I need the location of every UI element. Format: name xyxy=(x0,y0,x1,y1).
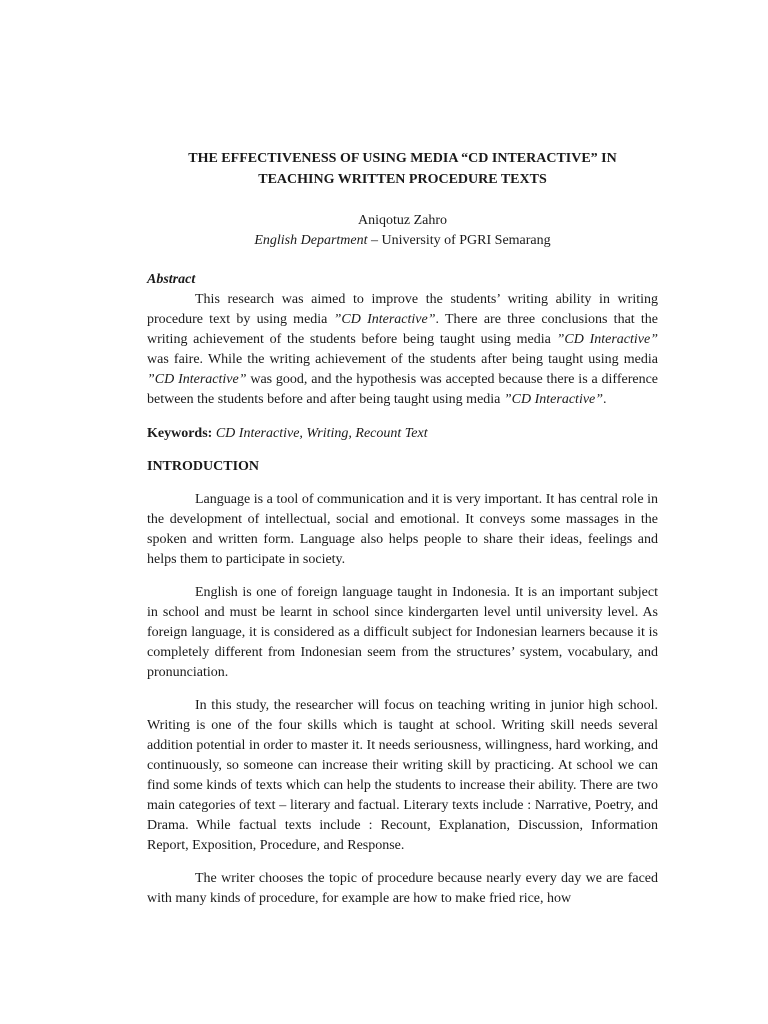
abstract-segment: . There are three conclusions that the writing achievement of the students before being taught using media xyxy=(147,312,659,347)
body-paragraph: The writer chooses the topic of procedure because nearly every day we are faced with many kinds of procedure, for example are how to make fried rice, how xyxy=(147,871,658,906)
keywords xyxy=(147,424,658,444)
affiliation-department: English Department xyxy=(254,233,368,248)
abstract-heading: Abstract xyxy=(147,272,196,287)
author-name: Aniqotuz Zahro xyxy=(357,213,448,228)
abstract-segment: was good, and the hypothesis was accepted because there is a difference between the students before and after being taught using media xyxy=(147,372,659,407)
body-paragraph: Language is a tool of communication and it is very important. It has central role in the development of intellectual, social and emotional. It conveys some massages in the spoken and written form. Language also helps people to share their ideas, feelings and helps them to participate in society. xyxy=(147,492,658,567)
title-line-1: THE EFFECTIVENESS OF USING MEDIA “CD INTERACTIVE” IN xyxy=(188,151,617,166)
media-name: ”CD Interactive” xyxy=(147,372,247,387)
introduction-heading: INTRODUCTION xyxy=(147,459,260,474)
paper-title xyxy=(147,148,658,190)
abstract-segment: . xyxy=(603,392,607,407)
abstract-segment: was faire. While the writing achievement of the students after being taught using media xyxy=(147,352,658,367)
abstract-segment: This research was aimed to improve the students’ writing ability in writing procedure text by using media xyxy=(147,292,658,327)
affiliation-university: University of PGRI Semarang xyxy=(381,233,551,248)
paper-page xyxy=(147,148,658,909)
abstract-text xyxy=(147,290,658,410)
affiliation-separator: – xyxy=(367,233,382,248)
title-line-2: TEACHING WRITTEN PROCEDURE TEXTS xyxy=(258,172,547,187)
media-name: ”CD Interactive” xyxy=(503,392,604,407)
keywords-list: CD Interactive, Writing, Recount Text xyxy=(212,426,428,441)
body-paragraph: English is one of foreign language taught in Indonesia. It is an important subject in school and must be learnt in school since kindergarten level until university level. As foreign language, it is considered as a difficult subject for Indonesian learners because it is completely different from Indonesian seem from the structures’ system, vocabulary, and pronunciation. xyxy=(147,585,658,680)
media-name: ”CD Interactive” xyxy=(333,312,436,327)
body-paragraph: In this study, the researcher will focus on teaching writing in junior high school. Writing is one of the four skills which is taught at school. Writing skill needs several addition potential in order to master it. It needs seriousness, willingness, hard working, and continuously, so someone can increase their writing skill by practicing. At school we can find some kinds of texts which can help the students to increase their ability. There are two main categories of text – literary and factual. Literary texts include : Narrative, Poetry, and Drama. While factual texts include : Recount, Explanation, Discussion, Information Report, Exposition, Procedure, and Response. xyxy=(147,698,658,853)
affiliation xyxy=(147,231,658,251)
media-name: ”CD Interactive” xyxy=(556,332,659,347)
author-block xyxy=(147,211,658,251)
keywords-label: Keywords: xyxy=(147,426,213,441)
